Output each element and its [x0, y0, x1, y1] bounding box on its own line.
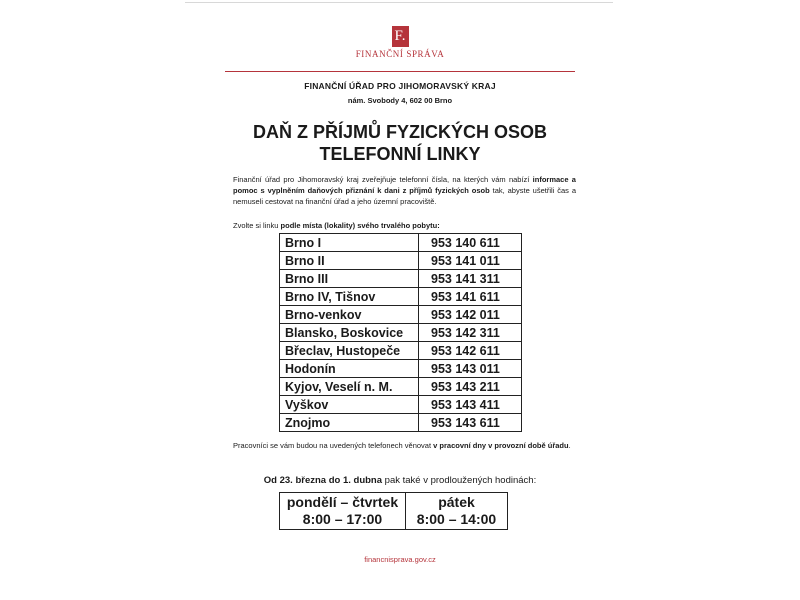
- intro-text-bold: informace a pomoc s vyplněním daňových přiznání k dani z příjmů fyzických osob: [233, 175, 576, 195]
- phone-line-location: Vyškov: [280, 396, 419, 414]
- phone-line-location: Brno III: [280, 270, 419, 288]
- phone-line-number[interactable]: 953 142 311: [419, 324, 522, 342]
- intro-text-2: tak, abyste ušetřili čas a nemuseli cestovat na finanční úřad a jeho územní pracoviště.: [233, 186, 576, 206]
- choose-text: Zvolte si linku: [233, 221, 281, 230]
- phone-line-location: Znojmo: [280, 414, 419, 432]
- scan-edge-line: [185, 2, 613, 3]
- phone-line-location: Kyjov, Veselí n. M.: [280, 378, 419, 396]
- extended-hours-table: [279, 492, 508, 530]
- header-divider: [225, 71, 575, 72]
- phone-line-row: [280, 324, 522, 342]
- phone-line-row: [280, 270, 522, 288]
- extended-hours-period: [0, 475, 800, 486]
- hours-mon-thu-days: pondělí – čtvrtek: [286, 494, 399, 510]
- phone-line-row: [280, 342, 522, 360]
- working-text-1: Pracovníci se vám budou na uvedených telefonech věnovat: [233, 441, 434, 450]
- phone-line-row: [280, 288, 522, 306]
- phone-line-row: [280, 252, 522, 270]
- phone-line-row: [280, 378, 522, 396]
- hours-mon-thu: [280, 493, 406, 530]
- hours-mon-thu-time: 8:00 – 17:00: [302, 511, 383, 527]
- logo-text: FINANČNÍ SPRÁVA: [355, 49, 445, 59]
- phone-line-row: [280, 306, 522, 324]
- phone-line-number[interactable]: 953 142 011: [419, 306, 522, 324]
- phone-line-number[interactable]: 953 143 011: [419, 360, 522, 378]
- phone-line-location: Hodonín: [280, 360, 419, 378]
- phone-line-location: Brno I: [280, 234, 419, 252]
- working-text-bold: v pracovní dny v provozní době úřadu: [433, 441, 569, 450]
- phone-line-row: [280, 396, 522, 414]
- phone-line-number[interactable]: 953 143 211: [419, 378, 522, 396]
- office-address: nám. Svobody 4, 602 00 Brno: [347, 96, 453, 105]
- hours-friday-time: 8:00 – 14:00: [416, 511, 497, 527]
- title-line-1: DAŇ Z PŘÍJMŮ FYZICKÝCH OSOB: [252, 122, 547, 142]
- phone-line-number[interactable]: 953 143 611: [419, 414, 522, 432]
- phone-line-location: Brno II: [280, 252, 419, 270]
- hours-friday: [406, 493, 508, 530]
- choose-text-bold: podle místa (lokality) svého trvalého pobytu:: [280, 221, 440, 230]
- intro-paragraph: [233, 174, 576, 207]
- phone-line-row: [280, 414, 522, 432]
- intro-text-1: Finanční úřad pro Jihomoravský kraj zveřejňuje telefonní čísla, na kterých vám nabízí: [233, 175, 533, 184]
- phone-line-location: Brno IV, Tišnov: [280, 288, 419, 306]
- phone-lines-table: [279, 233, 522, 432]
- working-hours-note: [233, 441, 571, 450]
- logo-mark: F.: [392, 26, 409, 47]
- phone-line-number[interactable]: 953 143 411: [419, 396, 522, 414]
- period-text: pak také v prodloužených hodinách:: [382, 475, 537, 486]
- phone-line-location: Břeclav, Hustopeče: [280, 342, 419, 360]
- choose-line-instruction: [233, 221, 440, 230]
- footer-website[interactable]: financnisprava.gov.cz: [364, 555, 436, 564]
- phone-line-number[interactable]: 953 141 311: [419, 270, 522, 288]
- phone-line-row: [280, 234, 522, 252]
- phone-line-number[interactable]: 953 142 611: [419, 342, 522, 360]
- phone-line-row: [280, 360, 522, 378]
- phone-line-number[interactable]: 953 141 611: [419, 288, 522, 306]
- phone-line-location: Brno-venkov: [280, 306, 419, 324]
- working-text-2: .: [568, 441, 571, 450]
- period-dates: Od 23. března do 1. dubna: [263, 475, 383, 486]
- office-name: FINANČNÍ ÚŘAD PRO JIHOMORAVSKÝ KRAJ: [304, 81, 496, 91]
- hours-friday-days: pátek: [438, 494, 475, 510]
- page-title: [0, 121, 800, 165]
- financni-sprava-logo: [340, 26, 460, 59]
- phone-line-number[interactable]: 953 140 611: [419, 234, 522, 252]
- phone-line-number[interactable]: 953 141 011: [419, 252, 522, 270]
- title-line-2: TELEFONNÍ LINKY: [319, 144, 481, 164]
- phone-line-location: Blansko, Boskovice: [280, 324, 419, 342]
